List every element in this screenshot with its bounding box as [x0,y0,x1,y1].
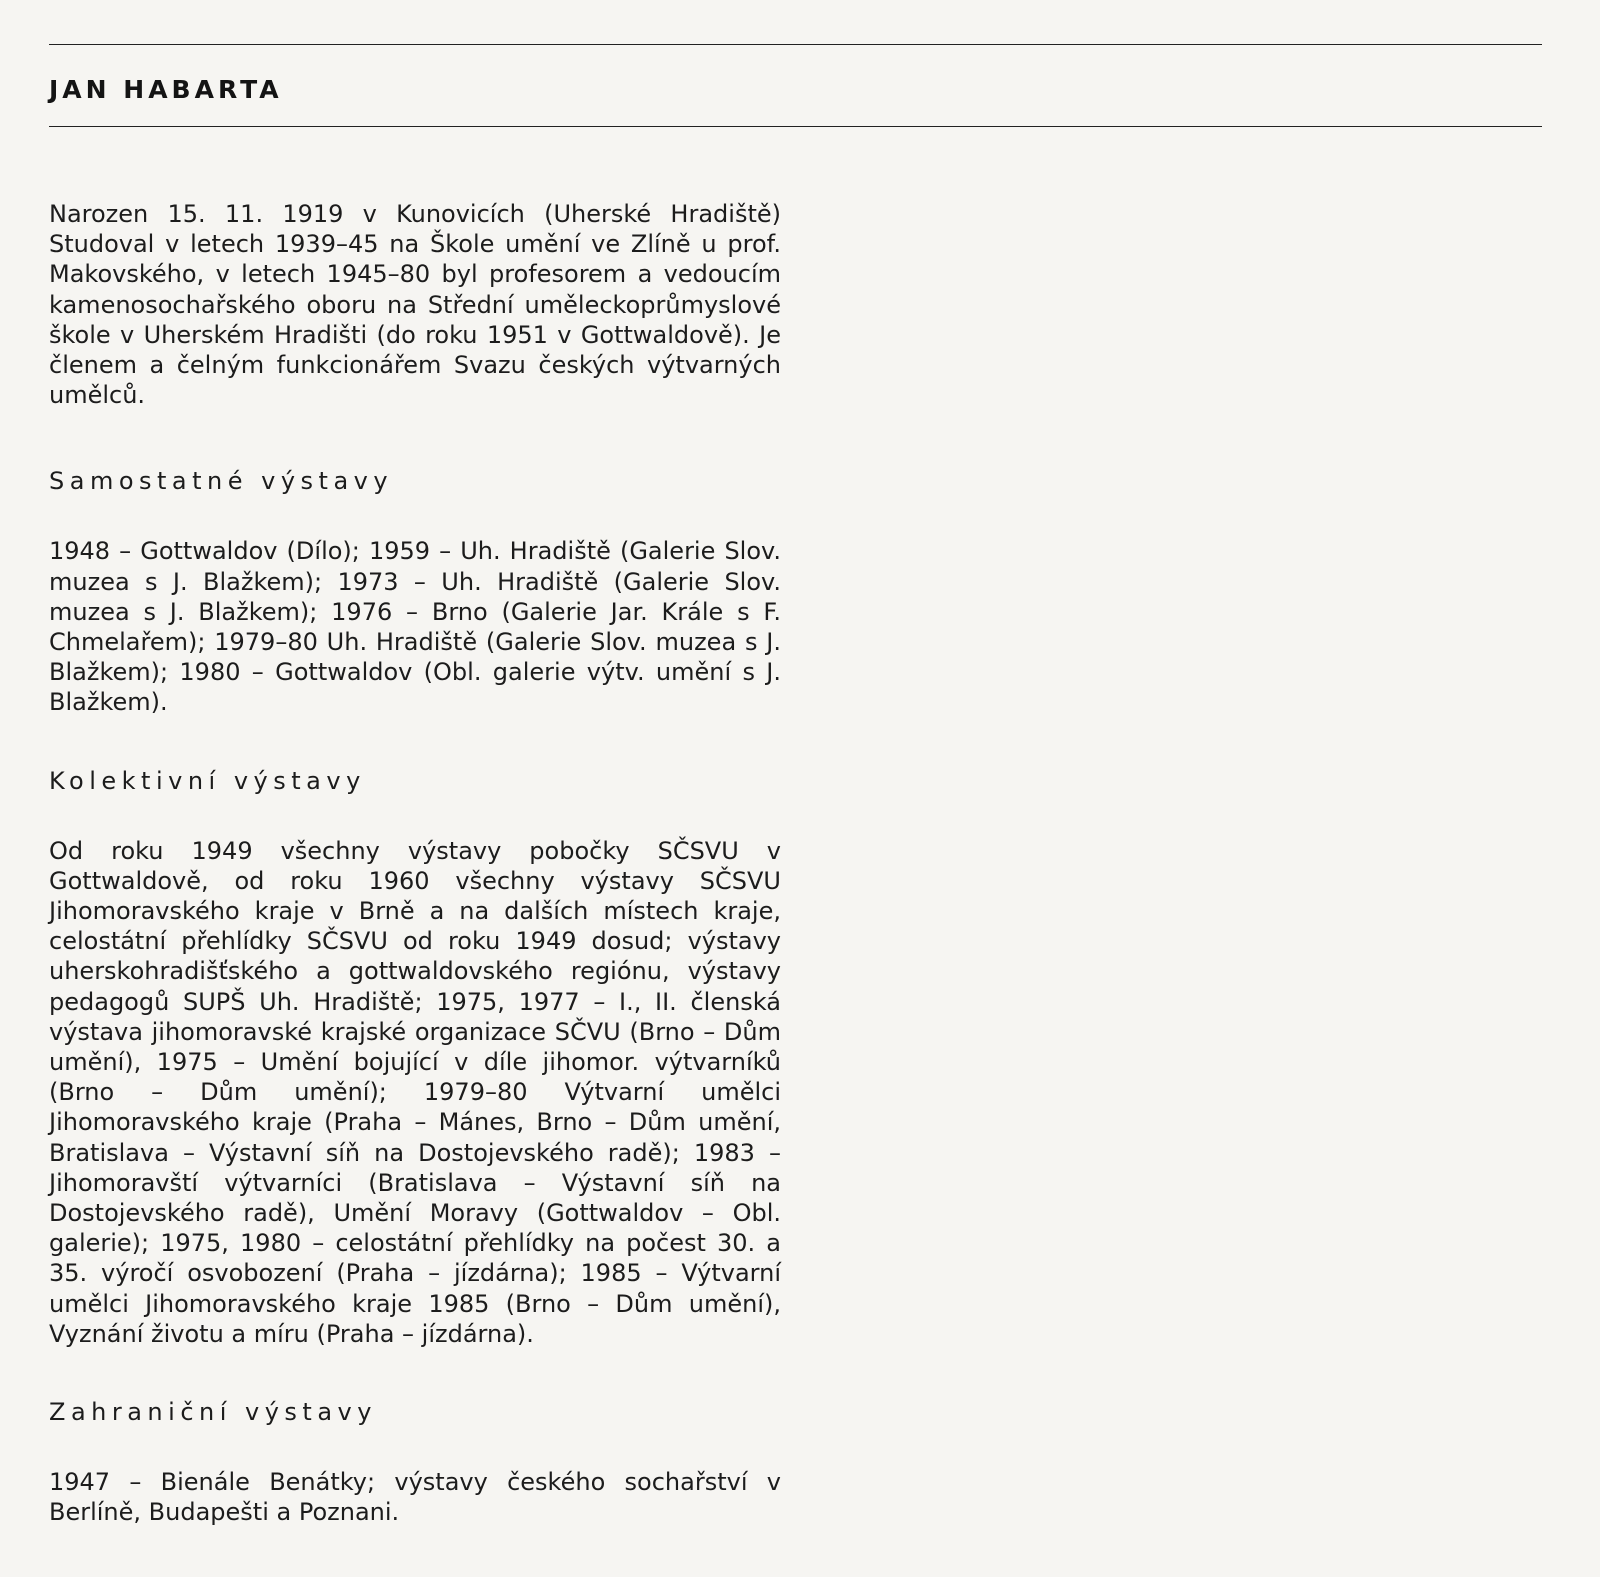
collective-exhibitions-text: Od roku 1949 všechny výstavy pobočky SČSVU v Gottwaldově, od roku 1960 všechny výstavy SČSVU Jihomoravského kraje v Brně a na dalších místech kraje, celostátní přehlídky SČSVU od roku 1949 dosud; výstavy uherskohradišťského a gottwaldovského regiónu, výstavy pedagogů SUPŠ Uh. Hradiště; 1975, 1977 – I., II. členská výstava jihomoravské krajské organizace SČVU (Brno – Dům umění), 1975 – Umění bojující v díle jihomor. výtvarníků (Brno – Dům umění); 1979–80 Výtvarní umělci Jihomoravského kraje (Praha – Mánes, Brno – Dům umění, Bratislava – Výstavní síň na Dostojevského radě); 1983 – Jihomoravští výtvarníci (Bratislava – Výstavní síň na Dostojevského radě), Umění Moravy (Gottwaldov – Obl. galerie); 1975, 1980 – celostátní přehlídky na počest 30. a 35. výročí osvobození (Praha – jízdárna); 1985 – Výtvarní umělci Jihomoravského kraje 1985 (Brno – Dům umění), Vyznání životu a míru (Praha – jízdárna). [49,836,781,1348]
biography-paragraph: Narozen 15. 11. 1919 v Kunovicích (Uherské Hradiště) Studoval v letech 1939–45 na Škole umění ve Zlíně u prof. Makovského, v letech 1945–80 byl profesorem a vedoucím kamenosochařského oboru na Střední uměleckoprůmyslové škole v Uherském Hradišti (do roku 1951 v Gottwaldově). Je členem a čelným funkcionářem Svazu českých výtvarných umělců. [49,200,781,410]
top-rule [49,44,1542,45]
foreign-exhibitions-text: 1947 – Bienále Benátky; výstavy českého sochařství v Berlíně, Budapešti a Poznani. [49,1468,781,1527]
solo-exhibitions-text: 1948 – Gottwaldov (Dílo); 1959 – Uh. Hradiště (Galerie Slov. muzea s J. Blažkem); 1973 – Uh. Hradiště (Galerie Slov. muzea s J. Blažkem); 1976 – Brno (Galerie Jar. Krále s F. Chmelařem); 1979–80 Uh. Hradiště (Galerie Slov. muzea s J. Blažkem); 1980 – Gottwaldov (Obl. galerie výtv. umění s J. Blažkem). [49,537,781,717]
title-bottom-rule [49,126,1542,127]
section-heading-solo-exhibitions: Samostatné výstavy [49,467,394,496]
text-column [49,199,781,1528]
section-heading-foreign-exhibitions: Zahraniční výstavy [49,1398,377,1427]
page-title: JAN HABARTA [49,75,283,104]
section-heading-collective-exhibitions: Kolektivní výstavy [49,766,366,795]
